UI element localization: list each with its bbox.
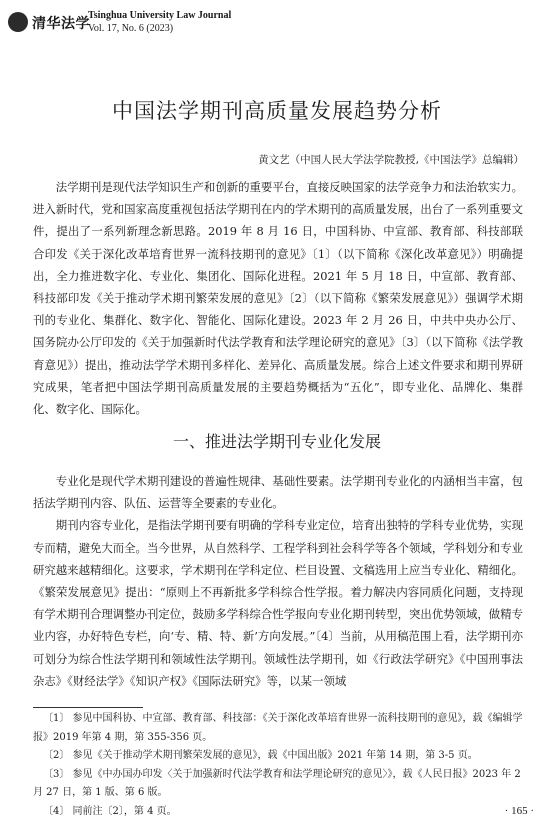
footnote: 〔2〕 参见《关于推动学术期刊繁荣发展的意见》，载《中国出版》2021 年第 14 期，第 3-5 页。 bbox=[43, 750, 478, 761]
body-paragraph: 期刊内容专业化，是指法学期刊要有明确的学科专业定位，培育出独特的学科专业优势，实现专而精，避免大而全。当今世界，从自然科学、工程学科到社会科学等各个领域，学科划分和专业研究越来越精细化。这要求，学术期刊在学科定位、栏目设置、文稿选用上应当专业化、精细化。《繁荣发展意见》提出：“原则上不再新批多学科综合性学报。着力解决内容同质化问题，支持现有学术期刊合理调整办刊定位，鼓励多学科综合性学报向专业化期刊转型，突出优势领域，做精专业内容，办好特色专栏，向‘专、精、特、新’方向发展。”〔4〕当前，从用稿范围上看，法学期刊亦可划分为综合性法学期刊和领域性法学期刊。领域性法学期刊，如《行政法学研究》《中国刑事法杂志》《财经法学》《知识产权》《国际法研究》等，以某一领域 bbox=[33, 518, 523, 688]
footnote: 〔1〕 参见中国科协、中宣部、教育部、科技部：《关于深化改革培育世界一流科技期刊的意见》，载《编辑学报》2019 年第 4 期，第 355-356 页。 bbox=[33, 713, 523, 743]
article-author: 黄文艺（中国人民大学法学院教授,《中国法学》总编辑） bbox=[258, 154, 524, 166]
journal-logo-text: 清华法学 bbox=[32, 16, 90, 32]
intro-section bbox=[33, 176, 523, 420]
article-title: 中国法学期刊高质量发展趋势分析 bbox=[112, 99, 442, 123]
journal-header bbox=[8, 10, 548, 38]
footnote: 〔4〕 同前注〔2〕，第 4 页。 bbox=[43, 805, 177, 817]
body-paragraph: 专业化是现代学术期刊建设的普遍性规律、基础性要素。法学期刊专业化的内涵相当丰富，包括法学期刊内容、队伍、运营等全要素的专业化。 bbox=[33, 474, 523, 511]
footnote-divider bbox=[33, 707, 143, 708]
journal-volume: Vol. 17, No. 6 (2023) bbox=[88, 23, 174, 34]
section-heading: 一、推进法学期刊专业化发展 bbox=[172, 432, 381, 451]
intro-paragraph: 法学期刊是现代法学知识生产和创新的重要平台，直接反映国家的法学竞争力和法治软实力。进入新时代，党和国家高度重视包括法学期刊在内的学术期刊的高质量发展，出台了一系列重要文件，提出了一系列新理念新思路。2019 年 8 月 16 日，中国科协、中宣部、教育部、科技部联合印发《关于深化改革培育世界一流科技期刊的意见》〔1〕（以下简称《深化改革意见》）明确提出，全力推进数字化、专业化、集团化、国际化进程。2021 年 5 月 18 日，中宣部、教育部、科技部印发《关于推动学术期刊繁荣发展的意见》〔2〕（以下简称《繁荣发展意见》）强调学术期刊的专业化、集群化、数字化、智能化、国际化建设。2023 年 2 月 26 日，中共中央办公厅、国务院办公厅印发的《关于加强新时代法学教育和法学理论研究的意见》〔3〕（以下简称《法学教育意见》）提出，推动法学学术期刊多样化、差异化、高质量发展。综合上述文件要求和期刊界研究成果，笔者把中国法学期刊高质量发展的主要趋势概括为“五化”，即专业化、品牌化、集群化、数字化、国际化。 bbox=[33, 180, 523, 417]
footnotes bbox=[33, 710, 523, 821]
footnote: 〔3〕 参见《中办国办印发〈关于加强新时代法学教育和法学理论研究的意见〉》，载《人民日报》2023 年 2 月 27 日，第 1 版、第 6 版。 bbox=[33, 768, 521, 798]
section-body bbox=[33, 470, 523, 692]
page-number: · 165 · bbox=[504, 805, 534, 817]
journal-seal-icon bbox=[8, 12, 28, 32]
journal-english-name: Tsinghua University Law Journal bbox=[88, 10, 232, 21]
